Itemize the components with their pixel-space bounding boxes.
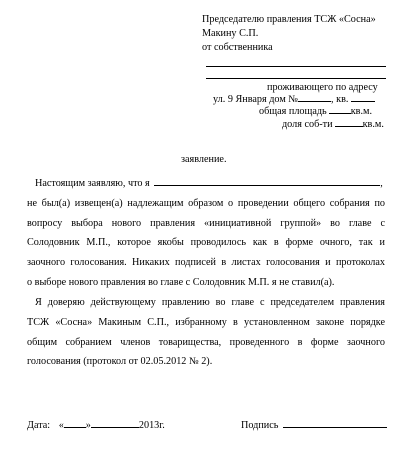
paragraph-1-line-4: Солодовник М.П., которое якобы проводилось как в форме очного, так и xyxy=(27,237,385,249)
share-blank[interactable] xyxy=(335,117,363,127)
signature-blank[interactable] xyxy=(283,418,387,428)
date-close-quote: » xyxy=(85,420,91,431)
addressee-line-2: Макину С.П. xyxy=(202,28,259,39)
addressee-line-1: Председателю правления ТСЖ «Сосна» xyxy=(202,14,376,25)
document-title: заявление. xyxy=(181,154,227,165)
share-prefix: доля соб-ти xyxy=(282,119,333,130)
date-label: Дата: xyxy=(27,420,51,431)
declaration-prefix: Настоящим заявляю, что я xyxy=(35,178,150,189)
owner-name-line-2[interactable] xyxy=(206,78,386,79)
comma: , xyxy=(331,94,337,105)
date-year: 2013г. xyxy=(138,420,165,431)
area-prefix: общая площадь xyxy=(259,106,327,117)
from-label: от собственника xyxy=(202,42,273,53)
apartment-number-blank[interactable] xyxy=(351,92,375,102)
date-row xyxy=(27,418,165,431)
paragraph-2-line-3: общим собранием членов товарищества, проведенного в форме заочного xyxy=(27,336,385,348)
month-blank[interactable] xyxy=(91,418,139,428)
paragraph-2-line-4: голосования (протокол от 02.05.2012 № 2). xyxy=(27,356,213,368)
share-line xyxy=(282,117,384,130)
comma: , xyxy=(380,178,383,189)
day-blank[interactable] xyxy=(64,418,86,428)
share-unit: кв.м. xyxy=(362,119,384,130)
paragraph-1-line-2: не был(а) извещен(а) надлежащим образом о проведении общего собрания по xyxy=(27,197,385,209)
paragraph-1 xyxy=(27,174,385,293)
apartment-label: кв. xyxy=(336,94,349,105)
area-line xyxy=(259,104,372,117)
paragraph-2-line-1: Я доверяю действующему правлению во главе с председателем правления xyxy=(35,297,385,308)
paragraph-1-line-6: о выборе нового правления во главе с Солодовник М.П. я не ставил(а). xyxy=(27,276,335,288)
address-prefix: ул. 9 Января дом № xyxy=(213,94,299,105)
paragraph-1-line-3: вопросу выбора нового правления «инициативной группой» во главе с xyxy=(27,217,385,229)
area-unit: кв.м. xyxy=(350,106,373,117)
signature-row xyxy=(241,418,387,431)
declarant-name-blank[interactable] xyxy=(154,176,380,186)
house-number-blank[interactable] xyxy=(298,92,331,102)
paragraph-2 xyxy=(27,293,385,372)
area-blank[interactable] xyxy=(329,104,351,114)
paragraph-1-line-5: заочного голосования. Никаких подписей в листах голосования и протоколах xyxy=(27,257,385,269)
signature-label: Подпись xyxy=(241,420,279,431)
paragraph-2-line-2: ТСЖ «Сосна» Макиным С.П., избранному в установленном законе порядке xyxy=(27,316,385,328)
date-open-quote: « xyxy=(58,420,64,431)
owner-name-line-1[interactable] xyxy=(206,66,386,67)
residing-label: проживающего по адресу xyxy=(267,82,378,93)
paragraph-1-line-1 xyxy=(27,174,385,194)
